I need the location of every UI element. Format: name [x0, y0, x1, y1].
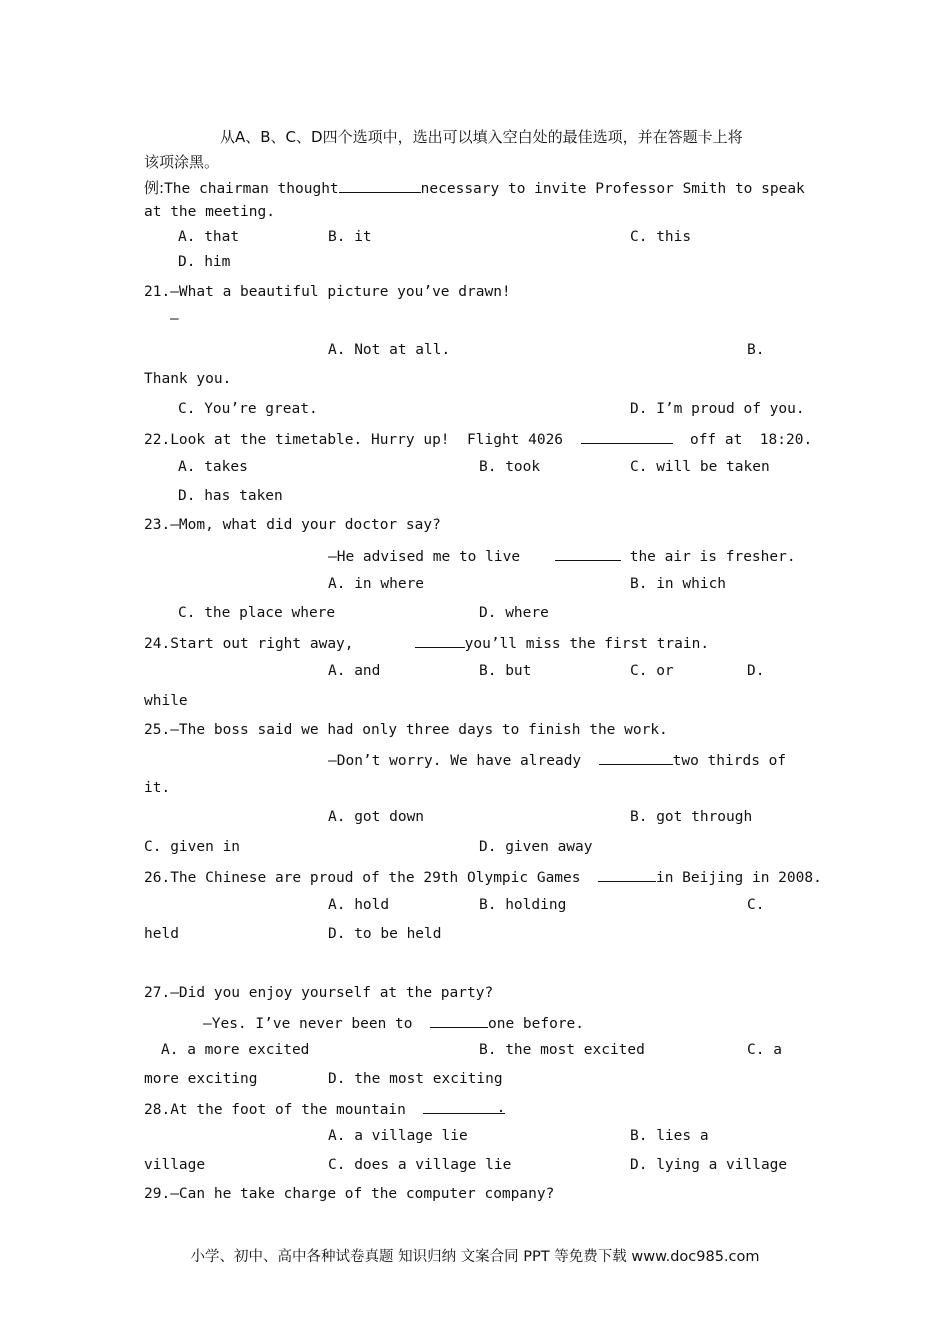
example-label: 例: — [144, 179, 165, 197]
q26-option-b: B. holding — [479, 897, 567, 913]
q22-stem: 22.Look at the timetable. Hurry up! Flight 4026 off at 18:20. — [144, 429, 812, 449]
q21-option-c: C. You’re great. — [178, 401, 318, 417]
q22-option-a: A. takes — [178, 459, 248, 475]
q22-option-c: C. will be taken — [630, 459, 770, 475]
q27-stem: 27.—Did you enjoy yourself at the party? — [144, 985, 494, 1001]
q23-option-c: C. the place where — [178, 605, 336, 621]
answer-blank — [430, 1013, 488, 1028]
q27-option-d: D. the most exciting — [328, 1071, 503, 1087]
q28-option-c: C. does a village lie — [328, 1157, 512, 1173]
q24-option-d-cont: while — [144, 693, 188, 709]
q27-option-c-cont: more exciting — [144, 1071, 258, 1087]
example-option-c: C. this — [630, 229, 692, 245]
q27-option-b: B. the most excited — [479, 1042, 645, 1058]
q28-option-b: B. lies a — [630, 1128, 709, 1144]
q26-stem: 26.The Chinese are proud of the 29th Olympic Games in Beijing in 2008. — [144, 867, 822, 887]
q27-option-c: C. a — [747, 1042, 782, 1058]
q25-option-c: C. given in — [144, 839, 241, 855]
q26-option-a: A. hold — [328, 897, 390, 913]
q24-stem: 24.Start out right away, you’ll miss the first train. — [144, 633, 709, 653]
q25-option-b: B. got through — [630, 809, 753, 825]
instruction-line-1: 从A、B、C、D四个选项中，选出可以填入空白处的最佳选项，并在答题卡上将 — [220, 128, 743, 146]
q23-option-d: D. where — [479, 605, 549, 621]
q21-reply: — — [170, 311, 179, 327]
q25-reply-cont: it. — [144, 780, 171, 796]
answer-blank — [339, 178, 421, 193]
q28-stem: 28.At the foot of the mountain . — [144, 1100, 506, 1118]
answer-blank — [415, 633, 465, 648]
instruction-line-2: 该项涂黑。 — [144, 153, 220, 171]
q22-option-d: D. has taken — [178, 488, 283, 504]
q24-option-c: C. or — [630, 663, 674, 679]
q21-option-b-cont: Thank you. — [144, 371, 232, 387]
example-option-a: A. that — [178, 229, 240, 245]
q27-option-a: A. a more excited — [161, 1042, 310, 1058]
q23-stem: 23.—Mom, what did your doctor say? — [144, 517, 441, 533]
q25-option-d: D. given away — [479, 839, 593, 855]
example-option-d: D. him — [178, 254, 231, 270]
q21-option-d: D. I’m proud of you. — [630, 401, 805, 417]
q26-option-c: C. — [747, 897, 765, 913]
q24-option-b: B. but — [479, 663, 532, 679]
example-stem: 例:The chairman thought necessary to invite Professor Smith to speak — [144, 179, 805, 197]
example-stem-cont: at the meeting. — [144, 204, 275, 220]
q25-option-a: A. got down — [328, 809, 425, 825]
q25-stem: 25.—The boss said we had only three days to finish the work. — [144, 722, 668, 738]
q24-option-d: D. — [747, 663, 765, 679]
q23-reply: —He advised me to live the air is fresher. — [328, 546, 796, 566]
q21-stem: 21.—What a beautiful picture you’ve drawn! — [144, 284, 511, 300]
q26-option-d: D. to be held — [328, 926, 442, 942]
answer-blank — [599, 750, 673, 765]
example-option-b: B. it — [328, 229, 372, 245]
answer-blank — [581, 429, 673, 444]
q21-option-a: A. Not at all. — [328, 342, 451, 358]
answer-blank: . — [423, 1099, 505, 1114]
q28-option-d: D. lying a village — [630, 1157, 788, 1173]
q29-stem: 29.—Can he take charge of the computer company? — [144, 1186, 555, 1202]
q23-option-b: B. in which — [630, 576, 727, 592]
q28-option-b-cont: village — [144, 1157, 206, 1173]
q28-option-a: A. a village lie — [328, 1128, 468, 1144]
q23-option-a: A. in where — [328, 576, 425, 592]
q25-reply: —Don’t worry. We have already two thirds of — [328, 750, 786, 770]
q21-option-b: B. — [747, 342, 765, 358]
answer-blank — [598, 867, 656, 882]
q27-reply: —Yes. I’ve never been to one before. — [203, 1013, 584, 1033]
q22-option-b: B. took — [479, 459, 541, 475]
q24-option-a: A. and — [328, 663, 381, 679]
answer-blank — [555, 546, 621, 561]
footer-ad: 小学、初中、高中各种试卷真题 知识归纳 文案合同 PPT 等免费下载 www.doc985.com — [190, 1249, 760, 1265]
q26-option-c-cont: held — [144, 926, 179, 942]
